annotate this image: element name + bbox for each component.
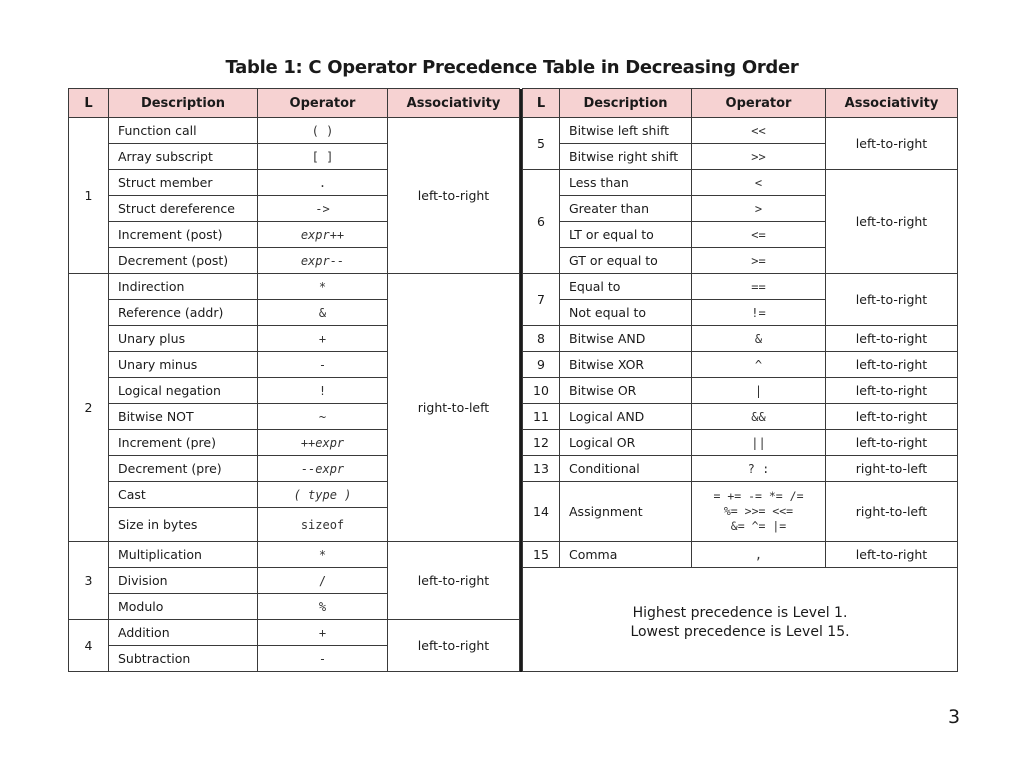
operator-cell: ( type ) [258, 482, 388, 508]
description-cell: Subtraction [109, 646, 258, 672]
description-cell: Unary minus [109, 352, 258, 378]
operator-cell: >> [692, 144, 826, 170]
header-description: Description [109, 89, 258, 118]
description-cell: Bitwise right shift [560, 144, 692, 170]
operator-cell: < [692, 170, 826, 196]
operator-cell: != [692, 300, 826, 326]
header-level: L [523, 89, 560, 118]
associativity-cell: left-to-right [826, 274, 958, 326]
table-row [69, 274, 958, 300]
associativity-cell: left-to-right [388, 542, 520, 620]
header-operator: Operator [258, 89, 388, 118]
level-cell: 9 [523, 352, 560, 378]
operator-cell: ~ [258, 404, 388, 430]
description-cell: Function call [109, 118, 258, 144]
level-cell: 3 [69, 542, 109, 620]
level-cell: 8 [523, 326, 560, 352]
operator-cell: | [692, 378, 826, 404]
associativity-cell: left-to-right [826, 378, 958, 404]
description-cell: Logical OR [560, 430, 692, 456]
description-cell: Cast [109, 482, 258, 508]
description-cell: Increment (post) [109, 222, 258, 248]
description-cell: Not equal to [560, 300, 692, 326]
description-cell: Unary plus [109, 326, 258, 352]
description-cell: Bitwise OR [560, 378, 692, 404]
operator-cell: + [258, 326, 388, 352]
header-description: Description [560, 89, 692, 118]
associativity-cell: left-to-right [388, 620, 520, 672]
operator-cell: % [258, 594, 388, 620]
associativity-cell: left-to-right [826, 118, 958, 170]
description-cell: Assignment [560, 482, 692, 542]
note-line: Lowest precedence is Level 15. [630, 624, 850, 640]
operator-cell: >= [692, 248, 826, 274]
header-level: L [69, 89, 109, 118]
table-row [69, 118, 958, 144]
table-row [69, 542, 958, 568]
associativity-cell: right-to-left [388, 274, 520, 542]
operator-cell: && [692, 404, 826, 430]
operator-cell: ( ) [258, 118, 388, 144]
description-cell: Size in bytes [109, 508, 258, 542]
operator-cell: [ ] [258, 144, 388, 170]
operator-cell: -> [258, 196, 388, 222]
associativity-cell: left-to-right [388, 118, 520, 274]
operator-cell: sizeof [258, 508, 388, 542]
precedence-note [523, 568, 958, 672]
operator-line: = += -= *= /= [713, 489, 804, 503]
operator-line: &= ^= |= [730, 519, 787, 533]
table-title: Table 1: C Operator Precedence Table in Decreasing Order [225, 57, 799, 78]
description-cell: Logical negation [109, 378, 258, 404]
operator-cell: , [692, 542, 826, 568]
description-cell: Bitwise left shift [560, 118, 692, 144]
level-cell: 6 [523, 170, 560, 274]
description-cell: Decrement (pre) [109, 456, 258, 482]
associativity-cell: left-to-right [826, 170, 958, 274]
level-cell: 13 [523, 456, 560, 482]
operator-cell: * [258, 542, 388, 568]
level-cell: 10 [523, 378, 560, 404]
operator-cell: ^ [692, 352, 826, 378]
associativity-cell: left-to-right [826, 326, 958, 352]
page-number: 3 [948, 706, 961, 728]
operator-cell: - [258, 646, 388, 672]
operator-cell: ++expr [258, 430, 388, 456]
operator-cell: * [258, 274, 388, 300]
level-cell: 7 [523, 274, 560, 326]
description-cell: Greater than [560, 196, 692, 222]
description-cell: Conditional [560, 456, 692, 482]
description-cell: Modulo [109, 594, 258, 620]
description-cell: GT or equal to [560, 248, 692, 274]
operator-cell: . [258, 170, 388, 196]
operator-cell: || [692, 430, 826, 456]
description-cell: Bitwise AND [560, 326, 692, 352]
associativity-cell: left-to-right [826, 352, 958, 378]
level-cell: 5 [523, 118, 560, 170]
level-cell: 1 [69, 118, 109, 274]
operator-cell: & [258, 300, 388, 326]
operator-cell: > [692, 196, 826, 222]
operator-cell: <= [692, 222, 826, 248]
associativity-cell: left-to-right [826, 430, 958, 456]
description-cell: Addition [109, 620, 258, 646]
level-cell: 14 [523, 482, 560, 542]
level-cell: 11 [523, 404, 560, 430]
operator-cell [692, 482, 826, 542]
description-cell: Bitwise NOT [109, 404, 258, 430]
operator-line: %= >>= <<= [723, 504, 794, 518]
associativity-cell: left-to-right [826, 404, 958, 430]
operator-cell: << [692, 118, 826, 144]
description-cell: Logical AND [560, 404, 692, 430]
description-cell: Bitwise XOR [560, 352, 692, 378]
description-cell: Struct dereference [109, 196, 258, 222]
description-cell: Reference (addr) [109, 300, 258, 326]
operator-cell: ? : [692, 456, 826, 482]
operator-cell: == [692, 274, 826, 300]
level-cell: 2 [69, 274, 109, 542]
operator-cell: - [258, 352, 388, 378]
level-cell: 15 [523, 542, 560, 568]
header-operator: Operator [692, 89, 826, 118]
associativity-cell: left-to-right [826, 542, 958, 568]
description-cell: Comma [560, 542, 692, 568]
header-row [69, 89, 958, 118]
note-line: Highest precedence is Level 1. [632, 605, 848, 621]
operator-cell: & [692, 326, 826, 352]
description-cell: Multiplication [109, 542, 258, 568]
description-cell: Indirection [109, 274, 258, 300]
operator-cell: + [258, 620, 388, 646]
operator-cell: / [258, 568, 388, 594]
operator-cell: --expr [258, 456, 388, 482]
header-associativity: Associativity [388, 89, 520, 118]
operator-cell: expr++ [258, 222, 388, 248]
level-cell: 12 [523, 430, 560, 456]
associativity-cell: right-to-left [826, 456, 958, 482]
description-cell: Equal to [560, 274, 692, 300]
level-cell: 4 [69, 620, 109, 672]
precedence-table [68, 88, 958, 672]
header-associativity: Associativity [826, 89, 958, 118]
description-cell: Division [109, 568, 258, 594]
description-cell: Decrement (post) [109, 248, 258, 274]
description-cell: Less than [560, 170, 692, 196]
operator-cell: ! [258, 378, 388, 404]
description-cell: Array subscript [109, 144, 258, 170]
associativity-cell: right-to-left [826, 482, 958, 542]
operator-cell: expr-- [258, 248, 388, 274]
description-cell: Struct member [109, 170, 258, 196]
description-cell: Increment (pre) [109, 430, 258, 456]
description-cell: LT or equal to [560, 222, 692, 248]
